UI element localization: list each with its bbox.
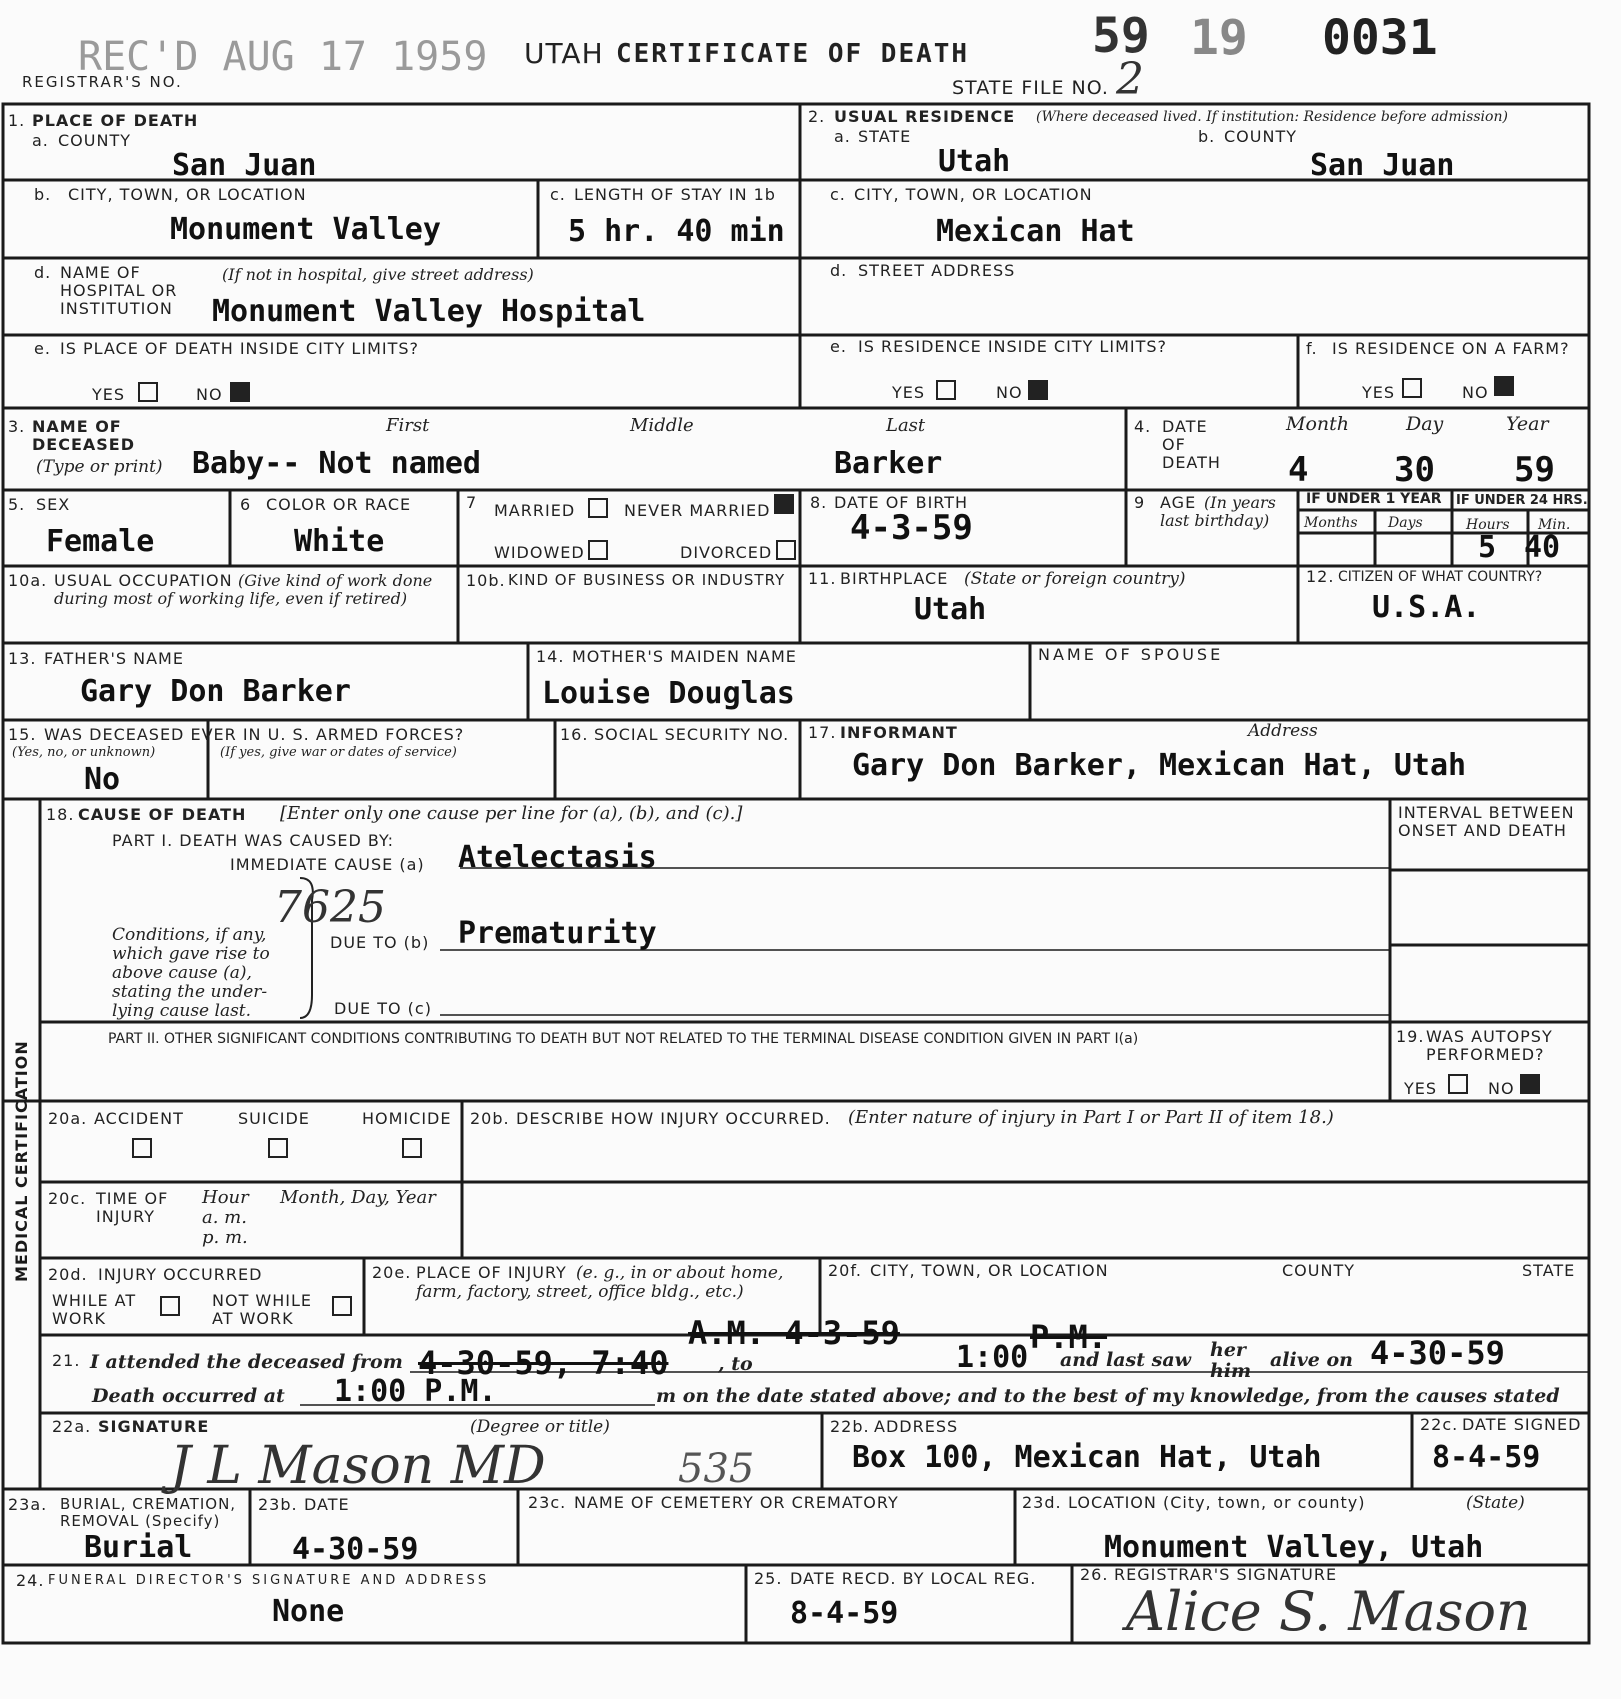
immediate-cause-label: IMMEDIATE CAUSE (a) (230, 855, 425, 874)
interval-label: INTERVAL BETWEEN ONSET AND DEATH (1398, 803, 1575, 840)
part2-label: PART II. OTHER SIGNIFICANT CONDITIONS CONTRIBUTING TO DEATH BUT NOT RELATED TO THE TERMINAL DISEASE CONDITION GIVEN IN PART I(a) (108, 1031, 1139, 1047)
no-label: NO (1462, 383, 1489, 402)
item-number: 20c. (48, 1189, 87, 1208)
item-number: 23a. (8, 1495, 48, 1514)
item-number: 7 (466, 493, 478, 512)
item-number: 11. (808, 569, 837, 588)
item-letter: a. (32, 131, 49, 150)
injury-note: (Enter nature of injury in Part I or Part II of item 18.) (848, 1107, 1334, 1128)
item-number: 20d. (48, 1265, 88, 1284)
item-letter: d. (34, 263, 52, 282)
residence-city-limits-no-checkbox[interactable] (1028, 380, 1048, 400)
year-label: Year (1506, 413, 1549, 435)
death-year: 59 (1514, 450, 1555, 490)
months-label: Months (1304, 515, 1358, 531)
married-label: MARRIED (494, 501, 576, 520)
armed-forces-note: (Yes, no, or unknown) (12, 745, 156, 760)
while-at-work-label: WHILE AT WORK (52, 1291, 137, 1328)
item-number: 13. (8, 649, 37, 668)
never-married-label: NEVER MARRIED (624, 501, 771, 520)
funeral-director-label: FUNERAL DIRECTOR'S SIGNATURE AND ADDRESS (48, 1573, 490, 1588)
due-to-c-label: DUE TO (c) (334, 999, 432, 1018)
item-number: 21. (52, 1351, 81, 1370)
age-min: 40 (1524, 530, 1561, 565)
address-22b-label: ADDRESS (874, 1417, 959, 1436)
birthplace: Utah (914, 592, 987, 627)
due-to-b: Prematurity (458, 916, 657, 951)
farm-no-checkbox[interactable] (1494, 376, 1514, 396)
street-address-label: STREET ADDRESS (858, 261, 1016, 280)
birthplace-label: BIRTHPLACE (840, 569, 949, 588)
cause-code: 7625 (274, 882, 386, 933)
city-town-label: CITY, TOWN, OR LOCATION (68, 185, 307, 204)
death-city-limits-no-checkbox[interactable] (230, 382, 250, 402)
month-day-year-label: Month, Day, Year (280, 1187, 436, 1208)
fathers-name-label: FATHER'S NAME (44, 649, 184, 668)
informant-address-label: Address (1248, 721, 1318, 741)
mother-name: Louise Douglas (542, 676, 795, 711)
name-of-deceased-label: NAME OF DECEASED (32, 417, 135, 454)
place-of-death-label: PLACE OF DEATH (32, 111, 199, 130)
armed-forces: No (84, 762, 121, 797)
burial-label: BURIAL, CREMATION, REMOVAL (Specify) (60, 1495, 237, 1530)
to-label: , to (718, 1353, 753, 1375)
registrar-signature: Alice S. Mason (1126, 1580, 1531, 1643)
item-number: 8. (810, 493, 828, 512)
place-of-injury-note: (e. g., in or about home, farm, factory, street, office bldg., etc.) (416, 1263, 784, 1303)
yes-label: YES (892, 383, 926, 402)
deceased-first-name: Baby-- Not named (192, 446, 481, 481)
date-signed: 8-4-59 (1432, 1440, 1541, 1475)
item-letter: c. (550, 185, 566, 204)
am-struck: A.M. 4-3-59 (688, 1314, 900, 1352)
burial-date: 4-30-59 (292, 1532, 419, 1567)
inside-city-limits-label: IS PLACE OF DEATH INSIDE CITY LIMITS? (60, 339, 420, 358)
divorced-label: DIVORCED (680, 543, 773, 562)
item-number: 23d. (1022, 1493, 1062, 1512)
sex: Female (46, 524, 155, 559)
no-label: NO (996, 383, 1023, 402)
state-file-no-label: STATE FILE NO. (952, 77, 1109, 99)
item-letter: b. (34, 185, 52, 204)
alive-on: 4-30-59 (1370, 1334, 1505, 1372)
last-label: Last (886, 415, 926, 436)
war-note: (If yes, give war or dates of service) (220, 745, 457, 760)
item-number: 25. (754, 1569, 783, 1588)
registrars-signature-label: REGISTRAR'S SIGNATURE (1114, 1565, 1338, 1584)
burial: Burial (84, 1530, 193, 1565)
item-number: 18. (46, 805, 75, 824)
first-label: First (386, 415, 430, 436)
hospital-note: (If not in hospital, give street address) (222, 265, 534, 284)
item-letter: c. (830, 185, 846, 204)
due-to-b-label: DUE TO (b) (330, 933, 430, 952)
death-month: 4 (1288, 450, 1309, 490)
res-state: Utah (938, 144, 1011, 179)
death-city: Monument Valley (170, 212, 441, 247)
usual-occupation-label: USUAL OCCUPATION (54, 571, 233, 590)
autopsy-yes-checkbox[interactable] (1448, 1074, 1468, 1094)
her-him-label: her him (1210, 1339, 1252, 1383)
res-city: Mexican Hat (936, 214, 1135, 249)
date-recd-label: DATE RECD. BY LOCAL REG. (790, 1569, 1037, 1588)
attended-from: 4-30-59, 7:40 (418, 1344, 669, 1382)
item-letter: d. (830, 261, 848, 280)
item-number: 23c. (528, 1493, 567, 1512)
item-letter: f. (1306, 339, 1318, 358)
under-1-year-label: IF UNDER 1 YEAR (1306, 491, 1442, 507)
middle-label: Middle (630, 415, 694, 436)
date-of-birth: 4-3-59 (850, 508, 973, 548)
item-letter: b. (1198, 127, 1216, 146)
item-number: 20a. (48, 1109, 88, 1128)
residence-city-limits-yes-checkbox[interactable] (936, 380, 956, 400)
no-label: NO (196, 385, 223, 404)
race: White (294, 524, 385, 559)
item-number: 22b. (830, 1417, 870, 1436)
widowed-label: WIDOWED (494, 543, 585, 562)
item-number: 15. (8, 725, 37, 744)
spouse-label: NAME OF SPOUSE (1038, 645, 1224, 664)
item-number: 10a. (8, 571, 48, 590)
title-state: UTAH (524, 37, 604, 70)
farm-yes-checkbox[interactable] (1402, 378, 1422, 398)
item-number: 5. (8, 495, 26, 514)
item-number: 24. (16, 1571, 45, 1590)
county-label: COUNTY (58, 131, 131, 150)
accident-checkbox[interactable] (132, 1138, 152, 1158)
homicide-checkbox[interactable] (402, 1138, 422, 1158)
divorced-checkbox[interactable] (776, 540, 796, 560)
date-signed-label: DATE SIGNED (1462, 1415, 1582, 1434)
location-23d-label: LOCATION (City, town, or county) (1068, 1493, 1366, 1512)
res-county-label: COUNTY (1224, 127, 1297, 146)
physician-number: 535 (678, 1446, 755, 1492)
autopsy-no-checkbox[interactable] (1520, 1074, 1540, 1094)
suicide-label: SUICIDE (238, 1109, 310, 1128)
item-number: 20e. (372, 1263, 412, 1282)
citizen: U.S.A. (1372, 590, 1481, 625)
pm-struck: P.M. (1030, 1318, 1108, 1356)
item-letter: a. (834, 127, 851, 146)
part1-label: PART I. DEATH WAS CAUSED BY: (112, 831, 395, 850)
death-county: San Juan (172, 148, 317, 183)
married-checkbox[interactable] (588, 498, 608, 518)
handwritten-digit: 2 (1116, 54, 1144, 105)
burial-location: Monument Valley, Utah (1104, 1530, 1484, 1565)
medical-certification-label: MEDICAL CERTIFICATION (12, 1040, 31, 1282)
registrars-no-label: REGISTRAR'S NO. (22, 73, 183, 91)
hour-ampm-label: Hour a. m. p. m. (202, 1187, 249, 1249)
page-title: CERTIFICATE OF DEATH (616, 39, 970, 69)
item-number: 23b. (258, 1495, 298, 1514)
conditions-note: Conditions, if any, which gave rise to above cause (a), stating the under-lying cause last. (112, 925, 270, 1022)
armed-forces-label: WAS DECEASED EVER IN U. S. ARMED FORCES? (44, 725, 465, 744)
and-last-saw-label: and last saw (1060, 1349, 1192, 1371)
no-label: NO (1488, 1079, 1515, 1098)
place-of-injury-label: PLACE OF INJURY (416, 1263, 567, 1282)
item-number: 3. (8, 417, 26, 436)
item-letter: e. (34, 339, 51, 358)
item-number: 6 (240, 495, 252, 514)
item-number: 19. (1396, 1027, 1425, 1046)
injury-county-label: COUNTY (1282, 1261, 1355, 1280)
age-note: (In years last birthday) (1160, 493, 1276, 530)
length-of-stay: 5 hr. 40 min (568, 214, 785, 249)
on-date-stated-label: m on the date stated above; and to the best of my knowledge, from the causes stated (656, 1385, 1560, 1407)
to-time: 1:00 (956, 1340, 1029, 1375)
not-while-at-work-label: NOT WHILE AT WORK (212, 1291, 313, 1328)
item-number: 26. (1080, 1565, 1109, 1584)
funeral-director: None (272, 1594, 345, 1629)
length-of-stay-label: LENGTH OF STAY IN 1b (574, 185, 776, 204)
item-number: 10b. (466, 571, 506, 590)
yes-label: YES (92, 385, 126, 404)
item-number: 20f. (828, 1261, 862, 1280)
physician-address: Box 100, Mexican Hat, Utah (852, 1440, 1322, 1475)
usual-residence-note: (Where deceased lived. If institution: Residence before admission) (1036, 109, 1508, 125)
immediate-cause: Atelectasis (458, 840, 657, 875)
birthplace-note: (State or foreign country) (964, 569, 1186, 589)
res-city-label: CITY, TOWN, OR LOCATION (854, 185, 1093, 204)
date-of-birth-label: DATE OF BIRTH (834, 493, 969, 512)
kind-of-business-label: KIND OF BUSINESS OR INDUSTRY (508, 571, 786, 589)
hours-label: Hours (1466, 517, 1510, 533)
item-number: 9 (1134, 493, 1146, 512)
death-time: 1:00 P.M. (334, 1374, 497, 1409)
yes-label: YES (1404, 1079, 1438, 1098)
res-county: San Juan (1310, 148, 1455, 183)
widowed-checkbox[interactable] (588, 540, 608, 560)
signature-label: SIGNATURE (98, 1417, 210, 1436)
item-number: 17. (808, 723, 837, 742)
sex-label: SEX (36, 495, 71, 514)
injury-occurred-label: INJURY OCCURRED (98, 1265, 263, 1284)
mothers-maiden-name-label: MOTHER'S MAIDEN NAME (572, 647, 797, 666)
attended-from-label: I attended the deceased from (90, 1351, 403, 1373)
item-number: 20b. (470, 1109, 510, 1128)
state-23d-label: (State) (1466, 1493, 1525, 1513)
never-married-checkbox[interactable] (774, 494, 794, 514)
item-number: 1. (8, 111, 26, 130)
item-letter: e. (830, 337, 847, 356)
citizen-label: CITIZEN OF WHAT COUNTRY? (1338, 569, 1543, 585)
father-name: Gary Don Barker (80, 674, 351, 709)
injury-state-label: STATE (1522, 1261, 1576, 1280)
received-stamp: REC'D AUG 17 1959 (78, 34, 488, 80)
cause-note: [Enter only one cause per line for (a), (b), and (c).] (280, 803, 743, 824)
injury-city-label: CITY, TOWN, OR LOCATION (870, 1261, 1109, 1280)
physician-signature: J L Mason MD (170, 1436, 546, 1496)
informant: Gary Don Barker, Mexican Hat, Utah (852, 748, 1467, 783)
color-race-label: COLOR OR RACE (266, 495, 412, 514)
death-occurred-label: Death occurred at (92, 1385, 285, 1407)
describe-injury-label: DESCRIBE HOW INJURY OCCURRED. (516, 1109, 831, 1128)
date-23b-label: DATE (304, 1495, 350, 1514)
item-number: 16. (560, 725, 589, 744)
residence-city-limits-label: IS RESIDENCE INSIDE CITY LIMITS? (858, 337, 1168, 356)
hospital-label: NAME OF HOSPITAL OR INSTITUTION (60, 263, 178, 318)
informant-label: INFORMANT (840, 723, 958, 742)
date-of-death-label: DATE OF DEATH (1162, 417, 1221, 472)
item-number: 2. (808, 107, 826, 126)
cemetery-label: NAME OF CEMETERY OR CREMATORY (574, 1493, 899, 1512)
alive-on-label: alive on (1270, 1349, 1353, 1371)
under-24-hrs-label: IF UNDER 24 HRS. (1456, 493, 1588, 508)
state-label: STATE (858, 127, 912, 146)
item-number: 12. (1306, 567, 1335, 586)
death-day: 30 (1394, 450, 1435, 490)
autopsy-label: WAS AUTOPSY PERFORMED? (1426, 1027, 1553, 1064)
social-security-label: SOCIAL SECURITY NO. (594, 725, 790, 744)
age-label: AGE (1160, 493, 1197, 512)
date-recd: 8-4-59 (790, 1596, 899, 1631)
item-number: 22a. (52, 1417, 92, 1436)
while-at-work-checkbox[interactable] (160, 1296, 180, 1316)
month-label: Month (1286, 413, 1350, 435)
degree-or-title-label: (Degree or title) (470, 1417, 610, 1437)
item-number: 22c. (1420, 1415, 1459, 1434)
cause-of-death-label: CAUSE OF DEATH (78, 805, 247, 824)
deceased-last-name: Barker (834, 446, 943, 481)
residence-farm-label: IS RESIDENCE ON A FARM? (1332, 339, 1570, 358)
yes-label: YES (1362, 383, 1396, 402)
accident-label: ACCIDENT (94, 1109, 184, 1128)
occupation-note: (Give kind of work done during most of working life, even if retired) (54, 571, 433, 608)
min-label: Min. (1538, 517, 1571, 533)
hospital: Monument Valley Hospital (212, 294, 646, 329)
days-label: Days (1388, 515, 1423, 531)
file-no-part3: 0031 (1322, 10, 1438, 66)
item-number: 14. (536, 647, 565, 666)
age-hours: 5 (1478, 530, 1497, 565)
homicide-label: HOMICIDE (362, 1109, 452, 1128)
item-number: 4. (1134, 417, 1152, 436)
time-of-injury-label: TIME OF INJURY (96, 1189, 169, 1226)
type-or-print-label: (Type or print) (36, 457, 163, 477)
day-label: Day (1406, 413, 1444, 435)
not-while-at-work-checkbox[interactable] (332, 1296, 352, 1316)
death-city-limits-yes-checkbox[interactable] (138, 382, 158, 402)
file-no-part1: 59 (1092, 8, 1150, 64)
suicide-checkbox[interactable] (268, 1138, 288, 1158)
usual-residence-label: USUAL RESIDENCE (834, 107, 1016, 126)
file-no-part2: 19 (1190, 10, 1248, 66)
